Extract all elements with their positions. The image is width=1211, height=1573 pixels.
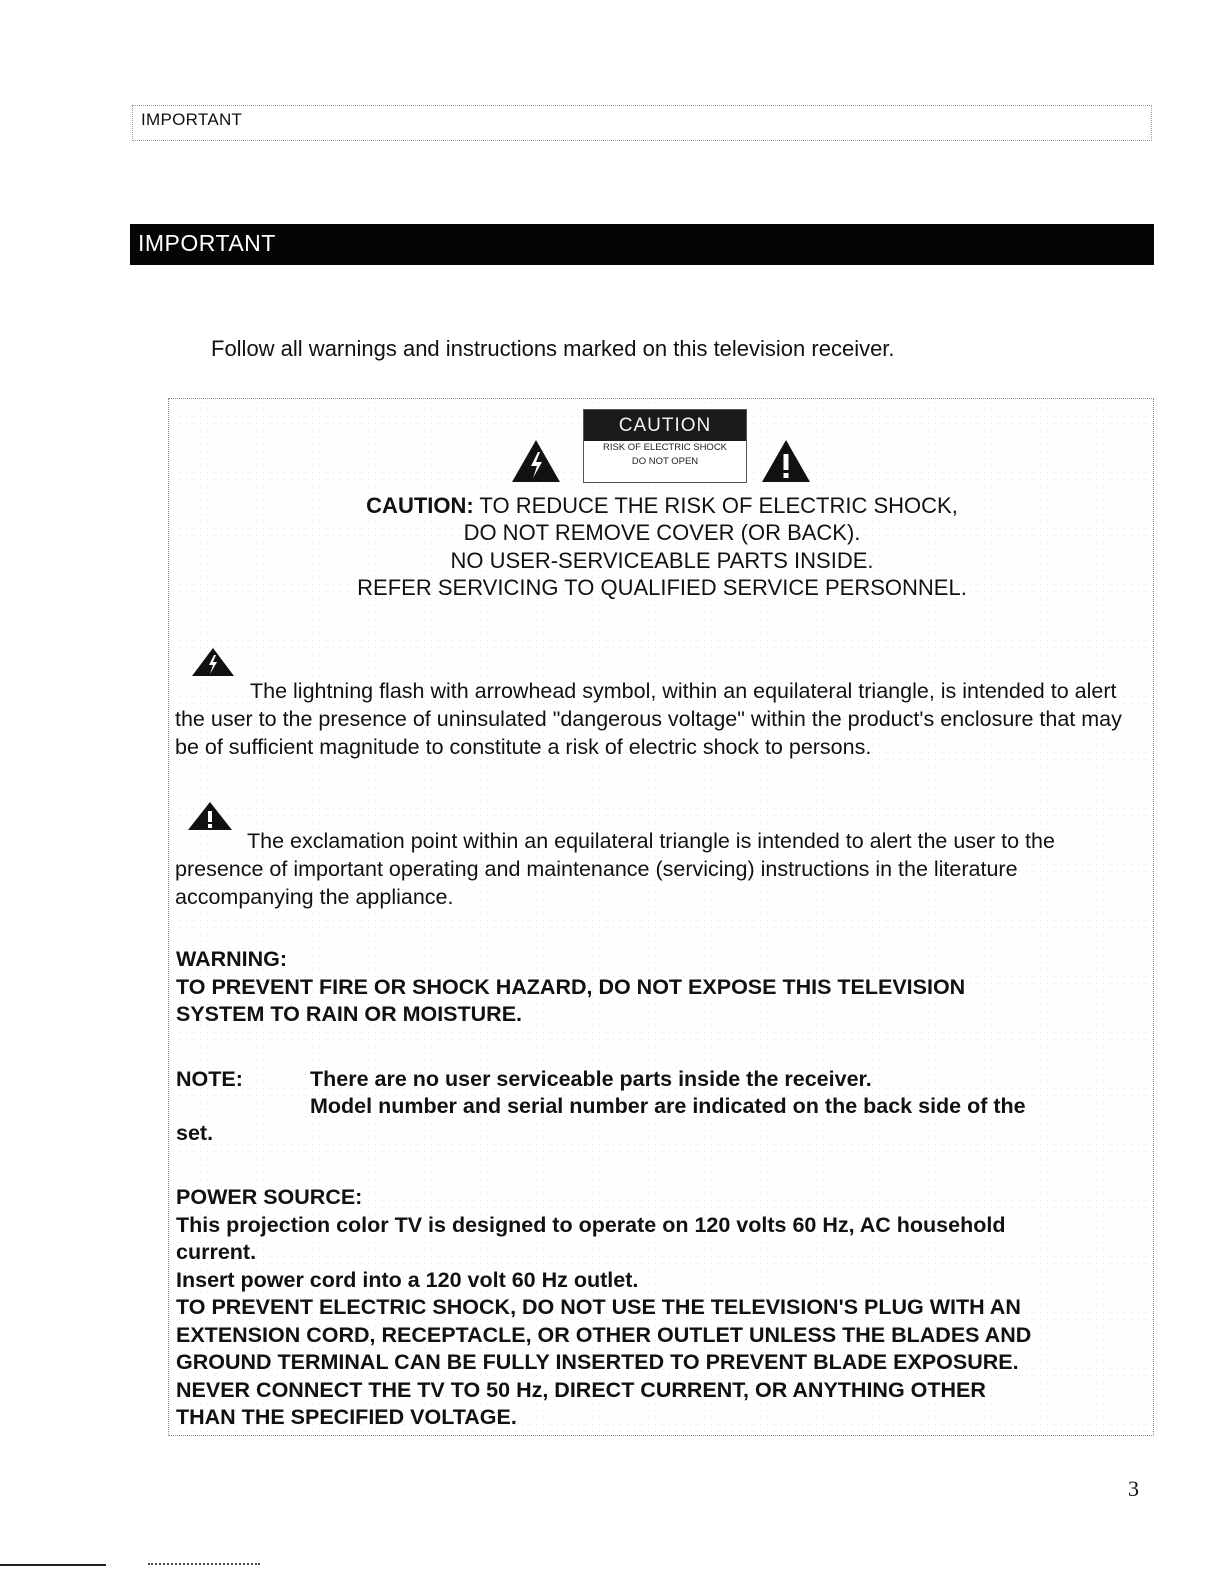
note-line-1: There are no user serviceable parts inside the receiver.	[310, 1067, 872, 1091]
exclamation-symbol-description: The exclamation point within an equilateral triangle is intended to alert the user to the presence of important operating and maintenance (servicing) instructions in the literature accompanying the appliance.	[175, 829, 1055, 909]
power-line-2: current.	[176, 1240, 257, 1264]
power-line-5: EXTENSION CORD, RECEPTACLE, OR OTHER OUTLET UNLESS THE BLADES AND	[176, 1323, 1032, 1347]
section-banner	[130, 224, 1154, 265]
caution-line-4: REFER SERVICING TO QUALIFIED SERVICE PERSONNEL.	[357, 575, 967, 600]
power-source-label: POWER SOURCE:	[176, 1185, 363, 1209]
section-title: IMPORTANT	[138, 230, 276, 256]
lightning-triangle-icon	[511, 439, 561, 483]
caution-line-2: DO NOT REMOVE COVER (OR BACK).	[463, 520, 861, 545]
caution-label	[583, 409, 747, 483]
caution-prefix: CAUTION:	[366, 493, 474, 518]
caution-label-line2: DO NOT OPEN	[631, 456, 699, 467]
caution-line-1	[169, 493, 1155, 519]
note-line-2: Model number and serial number are indicated on the back side of the	[310, 1094, 1026, 1118]
power-line-6: GROUND TERMINAL CAN BE FULLY INSERTED TO PREVENT BLADE EXPOSURE.	[176, 1350, 1019, 1374]
warning-line-2: SYSTEM TO RAIN OR MOISTURE.	[176, 1002, 523, 1026]
safety-notice-box	[168, 398, 1154, 1436]
footer-rule	[0, 1564, 106, 1566]
note-label: NOTE:	[176, 1067, 243, 1091]
running-header-label: IMPORTANT	[141, 110, 243, 129]
power-line-3: Insert power cord into a 120 volt 60 Hz outlet.	[176, 1268, 639, 1292]
running-header	[132, 105, 1152, 141]
exclamation-triangle-icon	[761, 439, 811, 483]
lightning-symbol-description: The lightning flash with arrowhead symbol, within an equilateral triangle, is intended to alert the user to the presence of uninsulated "dangerous voltage" within the product's enclosure that may be of sufficient magnitude to constitute a risk of electric shock to persons.	[175, 679, 1122, 759]
intro-text: Follow all warnings and instructions marked on this television receiver.	[211, 336, 895, 361]
power-line-7: NEVER CONNECT THE TV TO 50 Hz, DIRECT CURRENT, OR ANYTHING OTHER	[176, 1378, 986, 1402]
power-line-1: This projection color TV is designed to operate on 120 volts 60 Hz, AC household	[176, 1213, 1006, 1237]
caution-line-1-text: TO REDUCE THE RISK OF ELECTRIC SHOCK,	[473, 493, 958, 518]
page-number: 3	[1128, 1476, 1139, 1501]
power-line-8: THAN THE SPECIFIED VOLTAGE.	[176, 1405, 517, 1429]
power-line-4: TO PREVENT ELECTRIC SHOCK, DO NOT USE THE TELEVISION'S PLUG WITH AN	[176, 1295, 1021, 1319]
caution-line-3: NO USER-SERVICEABLE PARTS INSIDE.	[450, 548, 874, 573]
warning-line-1: TO PREVENT FIRE OR SHOCK HAZARD, DO NOT EXPOSE THIS TELEVISION	[176, 975, 966, 999]
note-line-3: set.	[176, 1121, 214, 1145]
caution-label-line1: RISK OF ELECTRIC SHOCK	[602, 442, 728, 453]
caution-label-head: CAUTION	[584, 410, 746, 441]
footer-rule-dotted	[148, 1563, 260, 1565]
lightning-triangle-icon	[185, 647, 235, 677]
warning-label: WARNING:	[176, 947, 288, 971]
